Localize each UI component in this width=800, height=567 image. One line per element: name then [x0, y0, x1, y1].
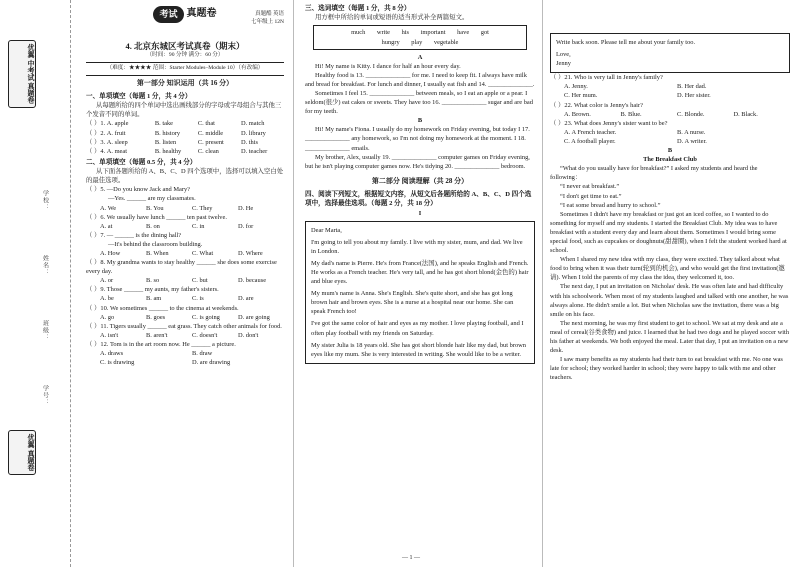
salutation: Dear Marta,: [311, 226, 342, 234]
page-number: — 1 —: [402, 555, 420, 562]
header-right: [251, 10, 284, 27]
paragraph: When I shared my new idea with my class, they were excited. They talked about what food to bring when it was their turn(轮到的机会), and who would get the first invitation(邀请). When I told the parents of my class the idea, they welcomed it, too.: [550, 256, 785, 282]
paragraph: I saw many benefits as my students had their turn to eat breakfast with me. No one was late for school; they worked harder in school; they were happy to talk with me and other teachers.: [550, 356, 783, 382]
paragraph: “I eat some bread and hurry to school.”: [560, 201, 661, 209]
section-title: 一、单项填空（每题 1 分，共 4 分）: [86, 92, 192, 100]
phonics-rows: [86, 119, 284, 155]
section-title: 四、阅读下列短文，根据短文内容，从短文后各题所给的 A、B、C、D 四个选项中，选择最佳选项。（每题 2 分，共 18 分）: [305, 190, 532, 208]
question-23: （ ）23. What does Jenny's sister want to be? A. A French teacher. B. A nurse. C. A football player. D. A writer.: [550, 119, 707, 145]
signature: Jenny: [556, 60, 571, 68]
question-22: （ ）22. What color is Jenny's hair? A. Brown. B. Blue. C. Blonde. D. Black.: [550, 101, 758, 118]
instructions: 用方框中所给的单词或短语的适当形式补全两篇短文。: [315, 14, 469, 22]
paragraph: Healthy food is 13. ______________ for me. I need to keep fit. I always have milk and bread for breakfast. For lunch and dinner, I usually eat fish and 14. ______________.: [305, 71, 535, 88]
question-9: （ ）9. Those ______ my aunts, my father's sisters. A. be B. am C. is D. are: [86, 286, 254, 303]
paragraph: Hi! My name's Fiona. I usually do my homework on Friday evening, but today I 17. ______________ any homework, so I'm not doing my homework at the moment. I 18. ______________ emails.: [305, 126, 530, 152]
section-title: 二、单项填空（每题 0.5 分，共 4 分）: [86, 158, 197, 166]
passage-label: A: [417, 53, 423, 61]
paragraph: My dad's name is Pierre. He's from France(法国), and he speaks English and French. He works as a French teacher. He's very tall, and he has got short blond(金色的) hair and blue eyes.: [311, 259, 529, 286]
letter-box: [305, 221, 535, 364]
instructions: 从下面各题所给的 A、B、C、D 四个选项中，选择可以填入空白处的最佳选项。: [86, 168, 284, 185]
paragraph: Sometimes I didn't have my breakfast or just got an iced coffee, so I wanted to do something for myself and my students. I started the Breakfast Club. My idea was to have breakfast with a student every day and learn about them. Sometimes I would bring some special food, such as cupcakes or doughnuts(甜甜圈), when I felt the student worked hard at school.: [550, 210, 787, 255]
paragraph: The next morning, he was my first student to get to school. We sat at my desk and ate a meal of cereal(谷类食物) and juice. I learned that he had two dogs and he played soccer with his father at weekends. We both enjoyed the meal. Later that day, I put an invitation on a new desk.: [550, 319, 790, 355]
passage-label: I: [418, 209, 422, 217]
id-label: 学号：: [41, 385, 48, 406]
paragraph: Hi! My name is Kitty. I dance for half an hour every day.: [315, 62, 461, 70]
paragraph: Write back soon. Please tell me about your family too.: [556, 39, 696, 46]
paragraph: Sometimes I feel 15. ______________ between meals, so I eat an apple or a pear. I seldom(很少) eat cakes or sweets. They have too 16. ______________ sugar and are bad for my teeth.: [305, 90, 533, 116]
passage-label: B: [667, 147, 673, 155]
name-label: 姓名：: [41, 255, 48, 276]
school-label: 学校：: [41, 190, 48, 211]
exam-title: 4. 北京东城区考试真卷（期末）: [125, 41, 245, 51]
instructions: 从每题所给的四个单词中选出画线部分的字母或字母组合与其他三个发音不同的单词。: [86, 102, 282, 119]
paragraph: I'm going to tell you about my family. I live with my sister, mum, and dad. We live in London.: [311, 238, 523, 255]
question-5: （ ）5. —Do you know Jack and Mary? —Yes. ______ are my classmates. A. We B. You C. They D. He: [86, 186, 254, 212]
passage-label: B: [417, 117, 423, 125]
paragraph: My brother, Alex, usually 19. ______________ computer games on Friday evening, but he isn't playing computer games now. He's tidying 20. ______________ bedroom.: [305, 153, 530, 170]
question-row: （ ）1. A. apple B. take C. that D. match: [86, 120, 265, 128]
exam-info: （时间：90 分钟 满分：60 分）: [146, 52, 224, 59]
part-title: 第二部分 阅读理解（共 28 分）: [371, 176, 469, 185]
paragraph: I've got the same color of hair and eyes as my mother. I love playing football, and I often play football with my friends on Saturday.: [311, 320, 524, 337]
question-row: （ ）3. A. sleep B. listen C. present D. this: [86, 138, 259, 146]
question-6: （ ）6. We usually have lunch ______ ten past twelve. A. at B. on C. in D. for: [86, 213, 254, 230]
section-title: 三、选词填空（每题 1 分，共 8 分）: [305, 5, 411, 12]
question-row: （ ）4. A. meat B. healthy C. clean D. teacher: [86, 147, 268, 155]
brand-badge-bottom: 优翼 真题卷: [8, 430, 36, 475]
question-8: （ ）8. My grandma wants to stay healthy ______ she does some exercise every day. A. or B. so C. but D. because: [86, 259, 277, 285]
passage-title: The Breakfast Club: [643, 156, 697, 164]
question-row: （ ）2. A. fruit B. history C. middle D. library: [86, 129, 266, 137]
paragraph: “I never eat breakfast.”: [560, 183, 620, 191]
closing: Love,: [556, 51, 571, 59]
paragraph: “I don't get time to eat.”: [560, 192, 622, 200]
letter-box-continued: [550, 33, 790, 73]
brand-badge-top: 优翼 中考试 真题卷: [8, 40, 36, 108]
column-3: [550, 30, 790, 382]
question-12: （ ）12. Tom is in the art room now. He ______ a picture. A. draws B. draw C. is drawing D. are drawing: [86, 340, 236, 367]
paragraph: My sister Julia is 18 years old. She has got short blonde hair like my dad, but brown eyes like my mum. She is very interested in writing. She would like to be a writer.: [311, 341, 526, 358]
grade: 七年级上 12N: [251, 19, 284, 26]
question-10: （ ）10. We sometimes ______ to the cinema at weekends. A. go B. goes C. is going D. are going: [86, 304, 270, 321]
paragraph: The next day, I put an invitation on Nicholas' desk. He was often late and had difficulty with his schoolwork. When most of my students laughed and talked with one another, he was always alone. He didn't smile a lot. But when Nicholas saw the invitation, there was a big smile on his face.: [550, 283, 789, 318]
paragraph: My mum's name is Anna. She's English. She's quite short, and she has got long brown hair and brown eyes. She is a nurse at a hospital near our home. She can speak French too!: [311, 290, 514, 316]
paragraph: “What do you usually have for breakfast?” I asked my students and heard the following：: [550, 165, 758, 182]
question-11: （ ）11. Tigers usually ______ eat grass. They catch other animals for food. A. isn't B. aren't C. doesn't D. don't: [86, 322, 282, 339]
question-7: （ ）7. — ______ is the dining hall? —It's behind the classroom building. A. How B. When C. What D. Where: [86, 231, 263, 257]
class-label: 班级：: [41, 320, 48, 341]
word-bank: much write his important have got hungry play vegetable: [313, 25, 527, 49]
question-21: （ ）21. Who is very tall in Jenny's family? A. Jenny. B. Her dad. C. Her mum. D. Her sister.: [550, 74, 711, 100]
header-main: 真题卷: [186, 8, 217, 20]
header: [86, 6, 284, 26]
part-title: 第一部分 知识运用（共 16 分）: [136, 78, 234, 87]
exam-meta: （难度：★★★★ 范围：Starter Modules–Module 10）（有改编）: [106, 65, 264, 71]
subject: 真题酷 英语: [255, 11, 284, 17]
logo: 考试: [153, 6, 183, 23]
binding-sidebar: [0, 0, 71, 567]
column-1: [86, 0, 284, 367]
column-2: [305, 4, 535, 364]
column-divider: [542, 0, 543, 567]
column-divider: [293, 0, 294, 567]
